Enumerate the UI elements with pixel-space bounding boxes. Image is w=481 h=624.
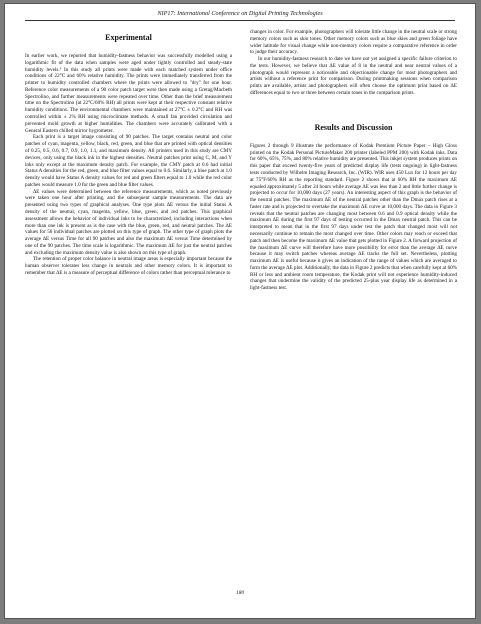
body-paragraph: In earlier work, we reported that humidity-fastness behavior was successfully modelled using a logarithmic fit of the data when samples were aged under tightly controlled and steady-state humidity levels.³ In this study all prints were made with each matched system under office conditions of 22°C and 60% relative humidity. The prints were immediately transferred from the printer to humidity controlled chambers where the prints were allowed to "dry" for one hour. Reference color measurements of a 90 color patch target were then made using a Gretag/Macbeth Spectrolino, and further measurements were repeated over time. Other than the brief measurement time on the Spectrolino (at 22°C/60% RH) all prints were kept at their respective constant relative humidity conditions. The environmental chambers were maintained at 27°C ± 0.2°C and RH was controlled within ± 2% RH using microclimate methods. A small fan provided circulation and prevented mold growth at higher humidities. The chambers were accurately calibrated with a General Eastern chilled mirror hygrometer.: [25, 53, 232, 134]
header-rule: [25, 20, 455, 21]
section-heading-results: Results and Discussion: [314, 122, 393, 132]
running-header: NIP17: International Conference on Digital Printing Technologies: [157, 10, 323, 17]
body-paragraph: Each print is a target image consisting of 90 patches. The target contains neutral and color patches of cyan, magenta, yellow, black, red, green, and blue that are printed with optical densities of 0.25, 0.5, 0.6, 0.7, 0.9, 1.0, 1.1, and maximum density. All printers used in this study are CMY devices, only using the black ink in the highest densities. Neutral patches print using C, M, and Y inks only except at the maximum density patch. For example, the CMY patch at 0.6 had initial Status A densities for the red, green, and blue filter values equal to 0.6. Similarly, a blue patch at 1.0 density would have Status A density values for red and green filters equal to 1.0 while the red color patches would measure 1.0 for the green and blue filter values.: [25, 134, 232, 188]
section-spacer: [250, 97, 457, 119]
left-column: [25, 29, 232, 277]
paper-page: [4, 3, 476, 619]
body-paragraph: In our humidity-fastness research to date we have not yet assigned a specific failure criterion to the tests. However, we believe that ΔE value of 8 in the neutral and near neutral values of a photograph would represent a noticeable and objectionable change for most photographers and artists without a reference print for comparison. During printmaking sessions when comparison prints are available, artists and photographers will often choose the optimum print based on ΔE differences equal to two or three between certain tones in the comparison prints.: [250, 56, 457, 97]
section-heading-experimental: Experimental: [105, 33, 152, 42]
body-paragraph: Figures 2 through 9 illustrate the performance of Kodak Premium Picture Paper – High Gloss printed on the Kodak Personal PictureMaker 200 printer (labeled PPM 200) with Kodak inks. Data for 60%, 65%, 75%, and 80% relative humidity are presented. This inkjet system produces prints on this paper that exceed twenty-five years of predicted display life (tests ongoing) in light-fastness tests conducted by Wilhelm Imaging Research, Inc. (WIR). WIR uses 450 Lux for 12 hours per day at 75°F/60% RH as the reporting standard. Figure 2 shows that at 60% RH the maximum ΔE equaled approximately 5 after 24 hours while average ΔE was less than 2 and little further change is projected to occur for 10,000 days (27 years). An interesting aspect of this graph is the behavior of the neutral patches. The maximum ΔE of the neutral patches other than the Dmax patch rises at a faster rate and is projected to overtake the maximum ΔE curve at 10,000 days. The data in Figure 3 reveals that the neutral patches are changing most between 0.6 and 0.9 optical density while the maximum ΔE during the first 97 days of testing occurred in the Dmax neutral patch. This can be interpreted to mean that in the first 97 days under test the patch that changed most will not necessarily continue to remain the most changed over time. Other colors may reach or exceed that patch and then become the maximum ΔE value that gets plotted in Figure 2. A forward projection of the maximum ΔE curve will therefore have more possibility for error than the average ΔE curve because it may switch patches whereas average ΔE tracks the full set. Nevertheless, plotting maximum ΔE is useful because it gives an indication of the range of values which are averaged to form the average ΔE plot. Additionally, the data in Figure 2 predicts that when carefully kept at 60% RH or less and ambient room temperature, the Kodak print will not experience humidity-induced changes that undermine the validity of the predicted 25-plus year display life as determined in a light-fastness test.: [250, 142, 457, 292]
body-paragraph: The retention of proper color balance in neutral image areas is especially important because the human observer tolerates less change in neutrals and other memory colors. It is important to remember that ΔE is a measure of perceptual difference of colors rather than perceptual tolerance to: [25, 256, 232, 276]
right-column: [250, 29, 457, 292]
page-number: 180: [235, 590, 245, 596]
body-paragraph: ΔE values were determined between the reference measurements, which as noted previously were taken one hour after printing, and the subsequent sample measurements. The data are presented using two types of graphical analyses. One type plots ΔE versus the initial Status A density of the neutral, cyan, magenta, yellow, blue, green, and red patches. This graphical assessment allows the behavior of individual inks to be characterized, including interactions when more than one ink is present as is the case with the blue, green, red, and neutral patches. The ΔE values for 56 individual patches are plotted on this type of graph. The other type of graph plots the average ΔE versus Time for all 90 patches and also the maximum ΔE versus Time determined by one of the 90 patches. The time scale is logarithmic. The maximum ΔE for just the neutral patches and excluding the maximum density value is also shown on this type of graph.: [25, 188, 232, 256]
body-paragraph: changes in color. For example, photographers will tolerate little change in the neutral scale or strong memory colors such as skin tones. Other memory colors such as blue skies and green foliage have wider latitude for visual change while non-memory colors require a comparative reference in order to judge their accuracy.: [250, 29, 457, 56]
